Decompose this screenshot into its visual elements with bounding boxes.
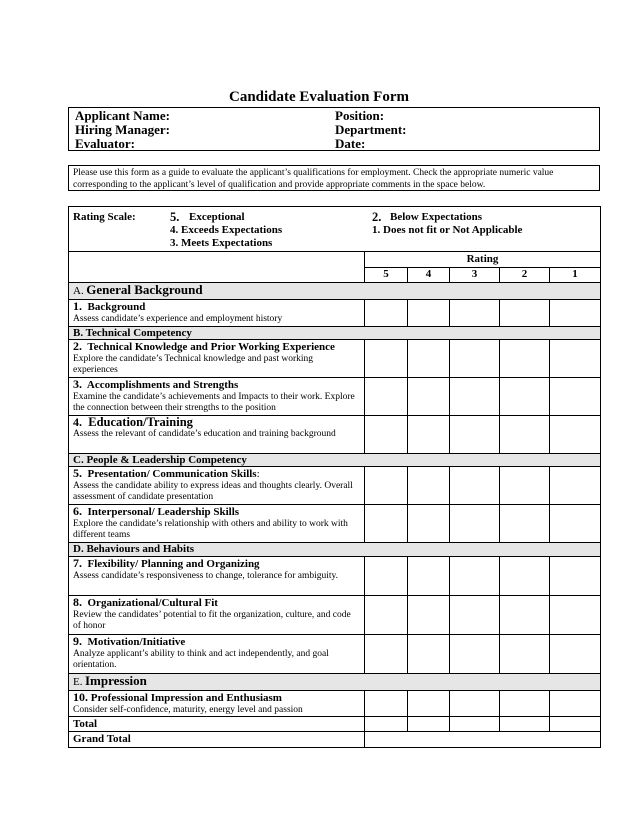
rate-5-2[interactable] [500, 466, 550, 504]
rating-col-5: 5 [365, 268, 408, 283]
rate-10-3[interactable] [450, 690, 500, 717]
rate-9-5[interactable] [365, 634, 408, 673]
rating-scale-label: Rating Scale: [73, 211, 136, 223]
item-4-number: 4. [73, 414, 82, 429]
item-10-desc: Consider self-confidence, maturity, energy level and passion [73, 704, 303, 715]
rating-scale-legend [69, 207, 601, 252]
rate-3-2[interactable] [500, 377, 550, 415]
rate-8-1[interactable] [550, 595, 601, 634]
rate-6-4[interactable] [408, 504, 450, 542]
rate-6-1[interactable] [550, 504, 601, 542]
item-row-5 [69, 466, 601, 504]
item-8-title: Organizational/Cultural Fit [87, 596, 218, 609]
section-b-row [69, 326, 601, 339]
scale-1: 1. Does not fit or Not Applicable [372, 224, 523, 236]
item-3-number: 3. [73, 376, 82, 391]
item-10-title: Professional Impression and Enthusiasm [90, 691, 282, 704]
rate-4-5[interactable] [365, 415, 408, 453]
position-label: Position: [335, 108, 385, 123]
item-4-title: Education/Training [88, 414, 193, 429]
item-7-title: Flexibility/ Planning and Organizing [87, 557, 260, 570]
rate-4-3[interactable] [450, 415, 500, 453]
rate-1-1[interactable] [550, 300, 601, 327]
item-1-number: 1. [73, 299, 82, 313]
evaluation-table [68, 206, 601, 748]
total-4[interactable] [408, 717, 450, 732]
item-row-10 [69, 690, 601, 717]
instructions-text: Please use this form as a guide to evaluate the applicant’s qualifications for employment. Check the appropriate numeric value corresponding to the applicant’s level of qualification and provide appropriate comments in the space below. [73, 168, 554, 190]
item-8-number: 8. [73, 594, 82, 609]
scale-4: 4. Exceeds Expectations [170, 224, 283, 236]
item-row-8 [69, 595, 601, 634]
item-row-1 [69, 300, 601, 327]
rate-9-4[interactable] [408, 634, 450, 673]
rating-header: Rating [365, 252, 601, 268]
rate-1-4[interactable] [408, 300, 450, 327]
rating-col-2: 2 [500, 268, 550, 283]
total-label: Total [69, 717, 365, 732]
item-5-number: 5. [73, 465, 82, 480]
item-2-desc: Explore the candidate’s Technical knowledge and past working experiences [73, 353, 314, 375]
section-a-prefix: A. [73, 285, 84, 297]
rate-6-5[interactable] [365, 504, 408, 542]
rate-2-2[interactable] [500, 339, 550, 377]
rate-3-5[interactable] [365, 377, 408, 415]
item-9-title: Motivation/Initiative [87, 635, 186, 648]
item-9-desc: Analyze applicant’s ability to think and act independently, and goal orientation. [73, 648, 329, 670]
rate-4-1[interactable] [550, 415, 601, 453]
rate-8-5[interactable] [365, 595, 408, 634]
rate-5-5[interactable] [365, 466, 408, 504]
rate-9-3[interactable] [450, 634, 500, 673]
form-title: Candidate Evaluation Form [228, 89, 409, 105]
scale-2-num: 2. [372, 210, 382, 224]
item-2-title: Technical Knowledge and Prior Working Experience [87, 340, 335, 353]
item-1-title: Background [87, 301, 146, 313]
rate-3-4[interactable] [408, 377, 450, 415]
scale-5-num: 5. [170, 210, 180, 224]
section-a-row [69, 283, 601, 300]
rating-col-4: 4 [408, 268, 450, 283]
rate-8-4[interactable] [408, 595, 450, 634]
rate-2-5[interactable] [365, 339, 408, 377]
section-e-prefix: E. [73, 675, 83, 688]
item-3-title: Accomplishments and Strengths [86, 378, 239, 391]
rate-1-5[interactable] [365, 300, 408, 327]
item-1-desc: Assess candidate’s experience and employment history [73, 314, 283, 324]
rate-4-4[interactable] [408, 415, 450, 453]
item-2-number: 2. [73, 338, 82, 353]
rating-col-1: 1 [550, 268, 601, 283]
item-4-desc: Assess the relevant of candidate’s education and training background [73, 428, 336, 439]
rate-7-3[interactable] [450, 556, 500, 595]
item-10-number: 10. [73, 689, 88, 704]
item-8-desc: Review the candidates’ potential to fit the organization, culture, and code of honor [73, 609, 351, 631]
section-e-row [69, 673, 601, 690]
rate-10-4[interactable] [408, 690, 450, 717]
section-c-row [69, 453, 601, 466]
item-6-title: Interpersonal/ Leadership Skills [87, 505, 240, 518]
rate-7-4[interactable] [408, 556, 450, 595]
item-5-suffix: : [256, 467, 260, 480]
grand-total-label: Grand Total [69, 732, 365, 748]
item-3-desc: Examine the candidate’s achievements and Impacts to their work. Explore the connection between their strengths to the position [73, 391, 355, 413]
rate-2-3[interactable] [450, 339, 500, 377]
item-6-number: 6. [73, 503, 82, 518]
evaluator-label: Evaluator: [75, 136, 135, 151]
rate-3-3[interactable] [450, 377, 500, 415]
rate-1-2[interactable] [500, 300, 550, 327]
total-1[interactable] [550, 717, 601, 732]
rating-col-3: 3 [450, 268, 500, 283]
rate-4-2[interactable] [500, 415, 550, 453]
rate-6-2[interactable] [500, 504, 550, 542]
item-row-9 [69, 634, 601, 673]
section-b-title: B. Technical Competency [69, 326, 601, 339]
applicant-name-label: Applicant Name: [75, 108, 170, 123]
rate-7-1[interactable] [550, 556, 601, 595]
section-d-title: D. Behaviours and Habits [69, 542, 601, 556]
item-7-number: 7. [73, 555, 82, 570]
item-7-desc: Assess candidate’s responsiveness to change, tolerance for ambiguity. [73, 570, 339, 581]
item-row-4 [69, 415, 601, 453]
item-row-6 [69, 504, 601, 542]
rate-10-1[interactable] [550, 690, 601, 717]
grand-total-value[interactable] [365, 732, 601, 748]
scale-2: Below Expectations [390, 211, 482, 223]
scale-3: 3. Meets Expectations [170, 237, 273, 249]
total-2[interactable] [500, 717, 550, 732]
rate-9-2[interactable] [500, 634, 550, 673]
rate-6-3[interactable] [450, 504, 500, 542]
applicant-info-box [68, 107, 600, 151]
item-9-number: 9. [73, 633, 82, 648]
item-5-title: Presentation/ Communication Skills [87, 467, 257, 480]
date-label: Date: [335, 136, 366, 151]
item-row-2 [69, 339, 601, 377]
rate-7-5[interactable] [365, 556, 408, 595]
section-d-row [69, 542, 601, 556]
rate-2-4[interactable] [408, 339, 450, 377]
rate-10-2[interactable] [500, 690, 550, 717]
rate-1-3[interactable] [450, 300, 500, 327]
department-label: Department: [335, 122, 407, 137]
rate-2-1[interactable] [550, 339, 601, 377]
item-6-desc: Explore the candidate’s relationship with others and ability to work with different teams [73, 518, 348, 540]
section-e-title: Impression [84, 672, 147, 688]
scale-5: Exceptional [189, 211, 245, 223]
rate-3-1[interactable] [550, 377, 601, 415]
item-row-3 [69, 377, 601, 415]
rate-8-3[interactable] [450, 595, 500, 634]
section-a-title: General Background [86, 282, 203, 297]
rate-9-1[interactable] [550, 634, 601, 673]
rate-7-2[interactable] [500, 556, 550, 595]
total-3[interactable] [450, 717, 500, 732]
section-c-title: C. People & Leadership Competency [69, 453, 601, 466]
item-5-desc: Assess the candidate ability to express ideas and thoughts clearly. Overall assessment of candidate presentation [73, 480, 353, 502]
item-row-7 [69, 556, 601, 595]
criteria-header-cell [69, 252, 365, 283]
total-5[interactable] [365, 717, 408, 732]
hiring-manager-label: Hiring Manager: [75, 122, 170, 137]
total-row [69, 717, 601, 732]
rate-5-1[interactable] [550, 466, 601, 504]
rate-8-2[interactable] [500, 595, 550, 634]
grand-total-row [69, 732, 601, 748]
rate-10-5[interactable] [365, 690, 408, 717]
rate-5-3[interactable] [450, 466, 500, 504]
instructions-box [68, 165, 600, 191]
rate-5-4[interactable] [408, 466, 450, 504]
